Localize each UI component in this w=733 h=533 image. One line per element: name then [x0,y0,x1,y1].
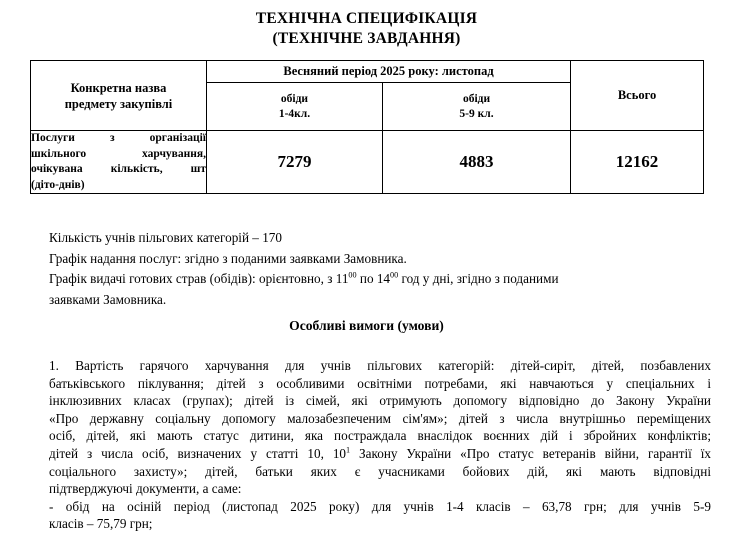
cell-meals-1-4-value: 7279 [207,131,383,194]
para-line-6 [49,445,711,463]
info-line-meal-schedule [49,269,709,290]
document-title [0,0,733,49]
header-subject-line-2: предмету закупівлі [64,96,173,111]
title-line-2: (ТЕХНІЧНЕ ЗАВДАННЯ) [272,30,461,47]
para-line-2: батьківського піклування; дітей з особливими освітніми потребами, які навчаються у спеціальних і [49,375,711,391]
header-meals-5-9 [383,83,571,131]
header-meals-5-9-line-1: обіди [462,92,491,105]
cell-subject-line-1: Послуги з організації [31,132,206,144]
meal-schedule-part-1: Графік видачі готових страв (обідів): орієнтовно, з 11 [49,271,349,287]
header-meals-1-4-line-2: 1-4кл. [278,107,311,120]
cell-subject-line-3: очікувана кількість, шт [31,163,206,175]
header-meals-1-4-line-1: обіди [280,92,309,105]
table-row [31,131,704,194]
cell-subject-line-2: шкільного харчування, [31,147,206,160]
meal-schedule-sup-2: 00 [390,270,399,280]
header-period-span: Весняний період 2025 року: листопад [207,61,571,83]
header-subject-line-1: Конкретна назва [70,80,167,95]
para-line-10: класів – 75,79 грн; [49,516,153,532]
title-line-1: ТЕХНІЧНА СПЕЦИФІКАЦІЯ [255,10,478,27]
info-line-service-schedule: Графік надання послуг: згідно з поданими заявками Замовника. [49,250,407,266]
meal-schedule-sup-1: 00 [348,270,357,280]
info-line-meal-schedule-cont: заявками Замовника. [49,291,167,307]
para-line-6-superscript: 1 [346,445,351,455]
meal-schedule-part-3: год у дні, згідно з поданими [398,271,559,287]
paragraph-special-requirements [49,357,711,533]
cell-subject-line-4: (діто-днів) [31,178,85,191]
section-heading-special-requirements: Особливі вимоги (умови) [289,318,444,333]
para-line-9: - обід на осіній період (листопад 2025 року) для учнів 1-4 класів – 63,78 грн; для учнів 5-9 [49,498,711,514]
para-line-1: 1. Вартість гарячого харчування для учнів пільгових категорій: дітей-сиріт, дітей, позбавлених [49,358,711,373]
header-subject-column [31,61,207,131]
table-header-row-1 [31,61,704,83]
header-meals-1-4 [207,83,383,131]
header-meals-5-9-line-2: 5-9 кл. [459,107,494,120]
meal-schedule-part-2: по 14 [356,271,391,287]
para-line-6-part-1: дітей з числа осіб, визначених у статті 10, 10 [49,445,347,461]
para-line-3: інклюзивних класах (групах); дітей із сімей, які отримують допомогу відповідно до Закону України [49,393,711,409]
para-line-4: «Про державну соціальну допомогу малозабезпеченим сім'ям»; дітей з числа внутрішньо переміщених [49,410,711,426]
para-line-5: осіб, дітей, які мають статус дитини, яка постраждала внаслідок воєнних дій і збройних конфліктів; [49,428,711,444]
info-line-students-count: Кількість учнів пільгових категорій – 170 [49,230,282,245]
cell-total-value: 12162 [571,131,704,194]
para-line-7: соціального захисту»; дітей, батьки яких є учасниками бойових дій, які мають відповідні [49,463,711,479]
cell-meals-5-9-value: 4883 [383,131,571,194]
specification-table [30,60,704,194]
para-line-6-part-2: Закону України «Про статус ветеранів війни, гарантії їх [350,445,711,461]
cell-subject [31,131,207,194]
info-lines-block [49,228,709,310]
para-line-8: підтверджуючі документи, а саме: [49,481,242,497]
header-total-column: Всього [571,61,704,131]
